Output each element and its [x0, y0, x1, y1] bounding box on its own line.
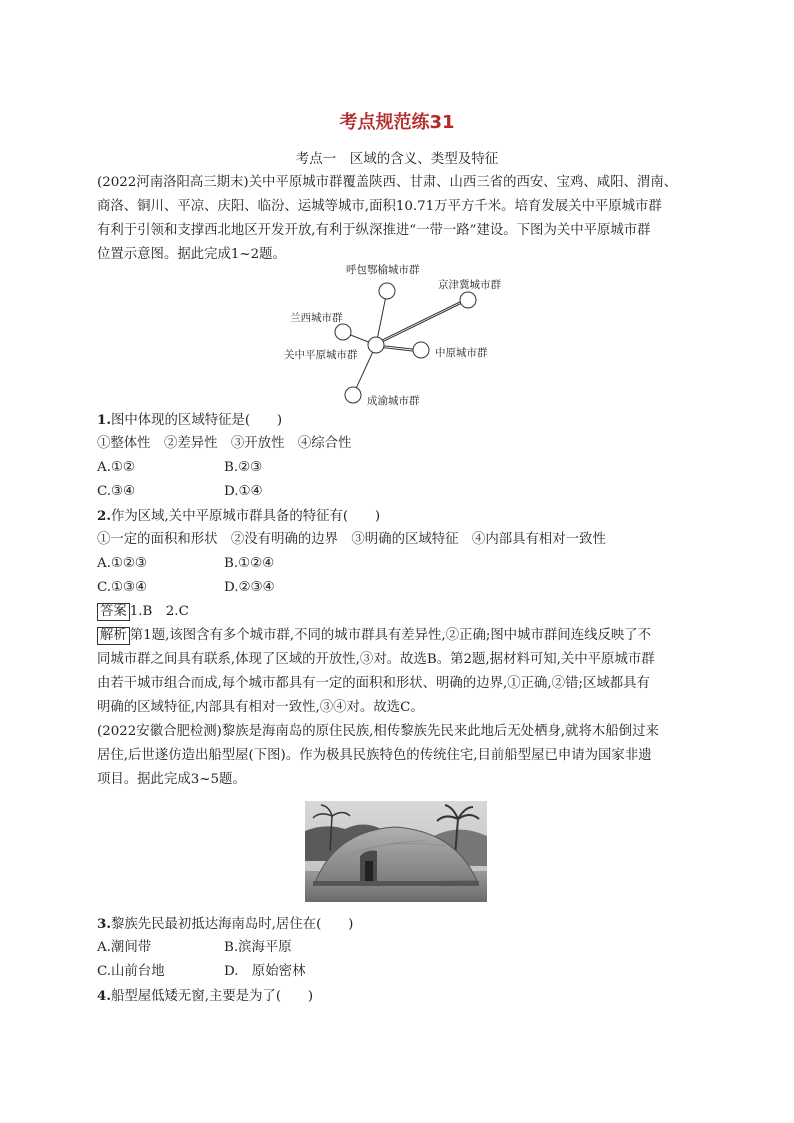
city-cluster-diagram [280, 262, 520, 410]
question-stem: 船型屋低矮无窗,主要是为了( ) [110, 989, 314, 1004]
node-lanxi [335, 324, 351, 340]
intro-line: 商洛、铜川、平凉、庆阳、临汾、运城等城市,面积10.71万平方千米。培育发展关中平原城市群 [97, 199, 662, 214]
answer-text: 1.B 2.C [129, 604, 189, 619]
question-stem: 黎族先民最初抵达海南岛时,居住在( ) [110, 917, 354, 932]
intro-passage-2 [97, 720, 707, 792]
intro-line: 有利于引领和支撑西北地区开发开放,有利于纵深推进“一带一路”建设。下图为关中平原城市群 [97, 223, 651, 238]
intro-line: (2022河南洛阳高三期末)关中平原城市群覆盖陕西、甘肃、山西三省的西安、宝鸡、咸阳、渭南、 [97, 175, 678, 190]
label-jingjinji: 京津冀城市群 [438, 279, 501, 291]
intro-line: 居住,后世遂仿造出船型屋(下图)。作为极具民族特色的传统住宅,目前船型屋已申请为国家非遗 [97, 748, 652, 763]
analysis-line: 同城市群之间具有联系,体现了区域的开放性,③对。故选B。第2题,据材料可知,关中平原城市群 [97, 652, 655, 667]
option-b[interactable]: B.滨海平原 [224, 940, 292, 955]
analysis-line: 由若干城市组合而成,每个城市都具有一定的面积和形状、明确的边界,①正确,②错;区域都具有 [97, 676, 650, 691]
answer-analysis [97, 600, 707, 720]
question-number: 4. [97, 988, 111, 1004]
question-items: ①整体性 ②差异性 ③开放性 ④综合性 [97, 436, 352, 451]
answer-label: 答案 [97, 603, 130, 621]
question-number: 3. [97, 916, 111, 932]
label-lanxi: 兰西城市群 [290, 312, 343, 324]
label-center: 关中平原城市群 [284, 349, 358, 361]
option-d[interactable]: D.①④ [224, 484, 263, 499]
option-a[interactable]: A.①②③ [97, 556, 147, 571]
option-c[interactable]: C.③④ [97, 484, 136, 499]
intro-line: 项目。据此完成3~5题。 [97, 772, 246, 787]
analysis-label: 解析 [97, 627, 130, 645]
intro-passage-1 [97, 171, 707, 267]
analysis-line: 明确的区域特征,内部具有相对一致性,③④对。故选C。 [97, 700, 424, 715]
option-d[interactable]: D. 原始密林 [224, 964, 306, 979]
option-c[interactable]: C.①③④ [97, 580, 148, 595]
analysis-line: 第1题,该图含有多个城市群,不同的城市群具有差异性,②正确;图中城市群间连线反映了不 [129, 628, 652, 643]
option-c[interactable]: C.山前台地 [97, 964, 165, 979]
link-line [378, 297, 470, 342]
option-b[interactable]: B.②③ [224, 460, 263, 475]
label-chengyu: 成渝城市群 [367, 395, 420, 407]
label-zhongyuan: 中原城市群 [435, 347, 488, 359]
question-1 [97, 408, 707, 504]
option-a[interactable]: A.潮间带 [97, 940, 152, 955]
boat-house-photo [305, 801, 487, 902]
option-b[interactable]: B.①②④ [224, 556, 275, 571]
intro-line: 位置示意图。据此完成1~2题。 [97, 247, 286, 262]
node-chengyu [345, 387, 361, 403]
section-heading: 考点一 区域的含义、类型及特征 [295, 151, 499, 167]
page-title: 考点规范练31 [339, 112, 455, 133]
question-2 [97, 504, 707, 600]
question-number: 1. [97, 412, 111, 428]
node-jingjinji [460, 292, 476, 308]
node-zhongyuan [413, 342, 429, 358]
question-items: ①一定的面积和形状 ②没有明确的边界 ③明确的区域特征 ④内部具有相对一致性 [97, 532, 606, 547]
link-line [376, 300, 468, 345]
question-3 [97, 912, 707, 1008]
option-a[interactable]: A.①② [97, 460, 135, 475]
question-stem: 图中体现的区域特征是( ) [110, 413, 283, 428]
label-hubaoeyu: 呼包鄂榆城市群 [346, 264, 420, 276]
question-stem: 作为区域,关中平原城市群具备的特征有( ) [110, 509, 381, 524]
option-d[interactable]: D.②③④ [224, 580, 275, 595]
node-hubaoeyu [379, 283, 395, 299]
question-number: 2. [97, 508, 111, 524]
center-node [368, 337, 384, 353]
intro-line: (2022安徽合肥检测)黎族是海南岛的原住民族,相传黎族先民来此地后无处栖身,就将木船倒过来 [97, 724, 659, 739]
